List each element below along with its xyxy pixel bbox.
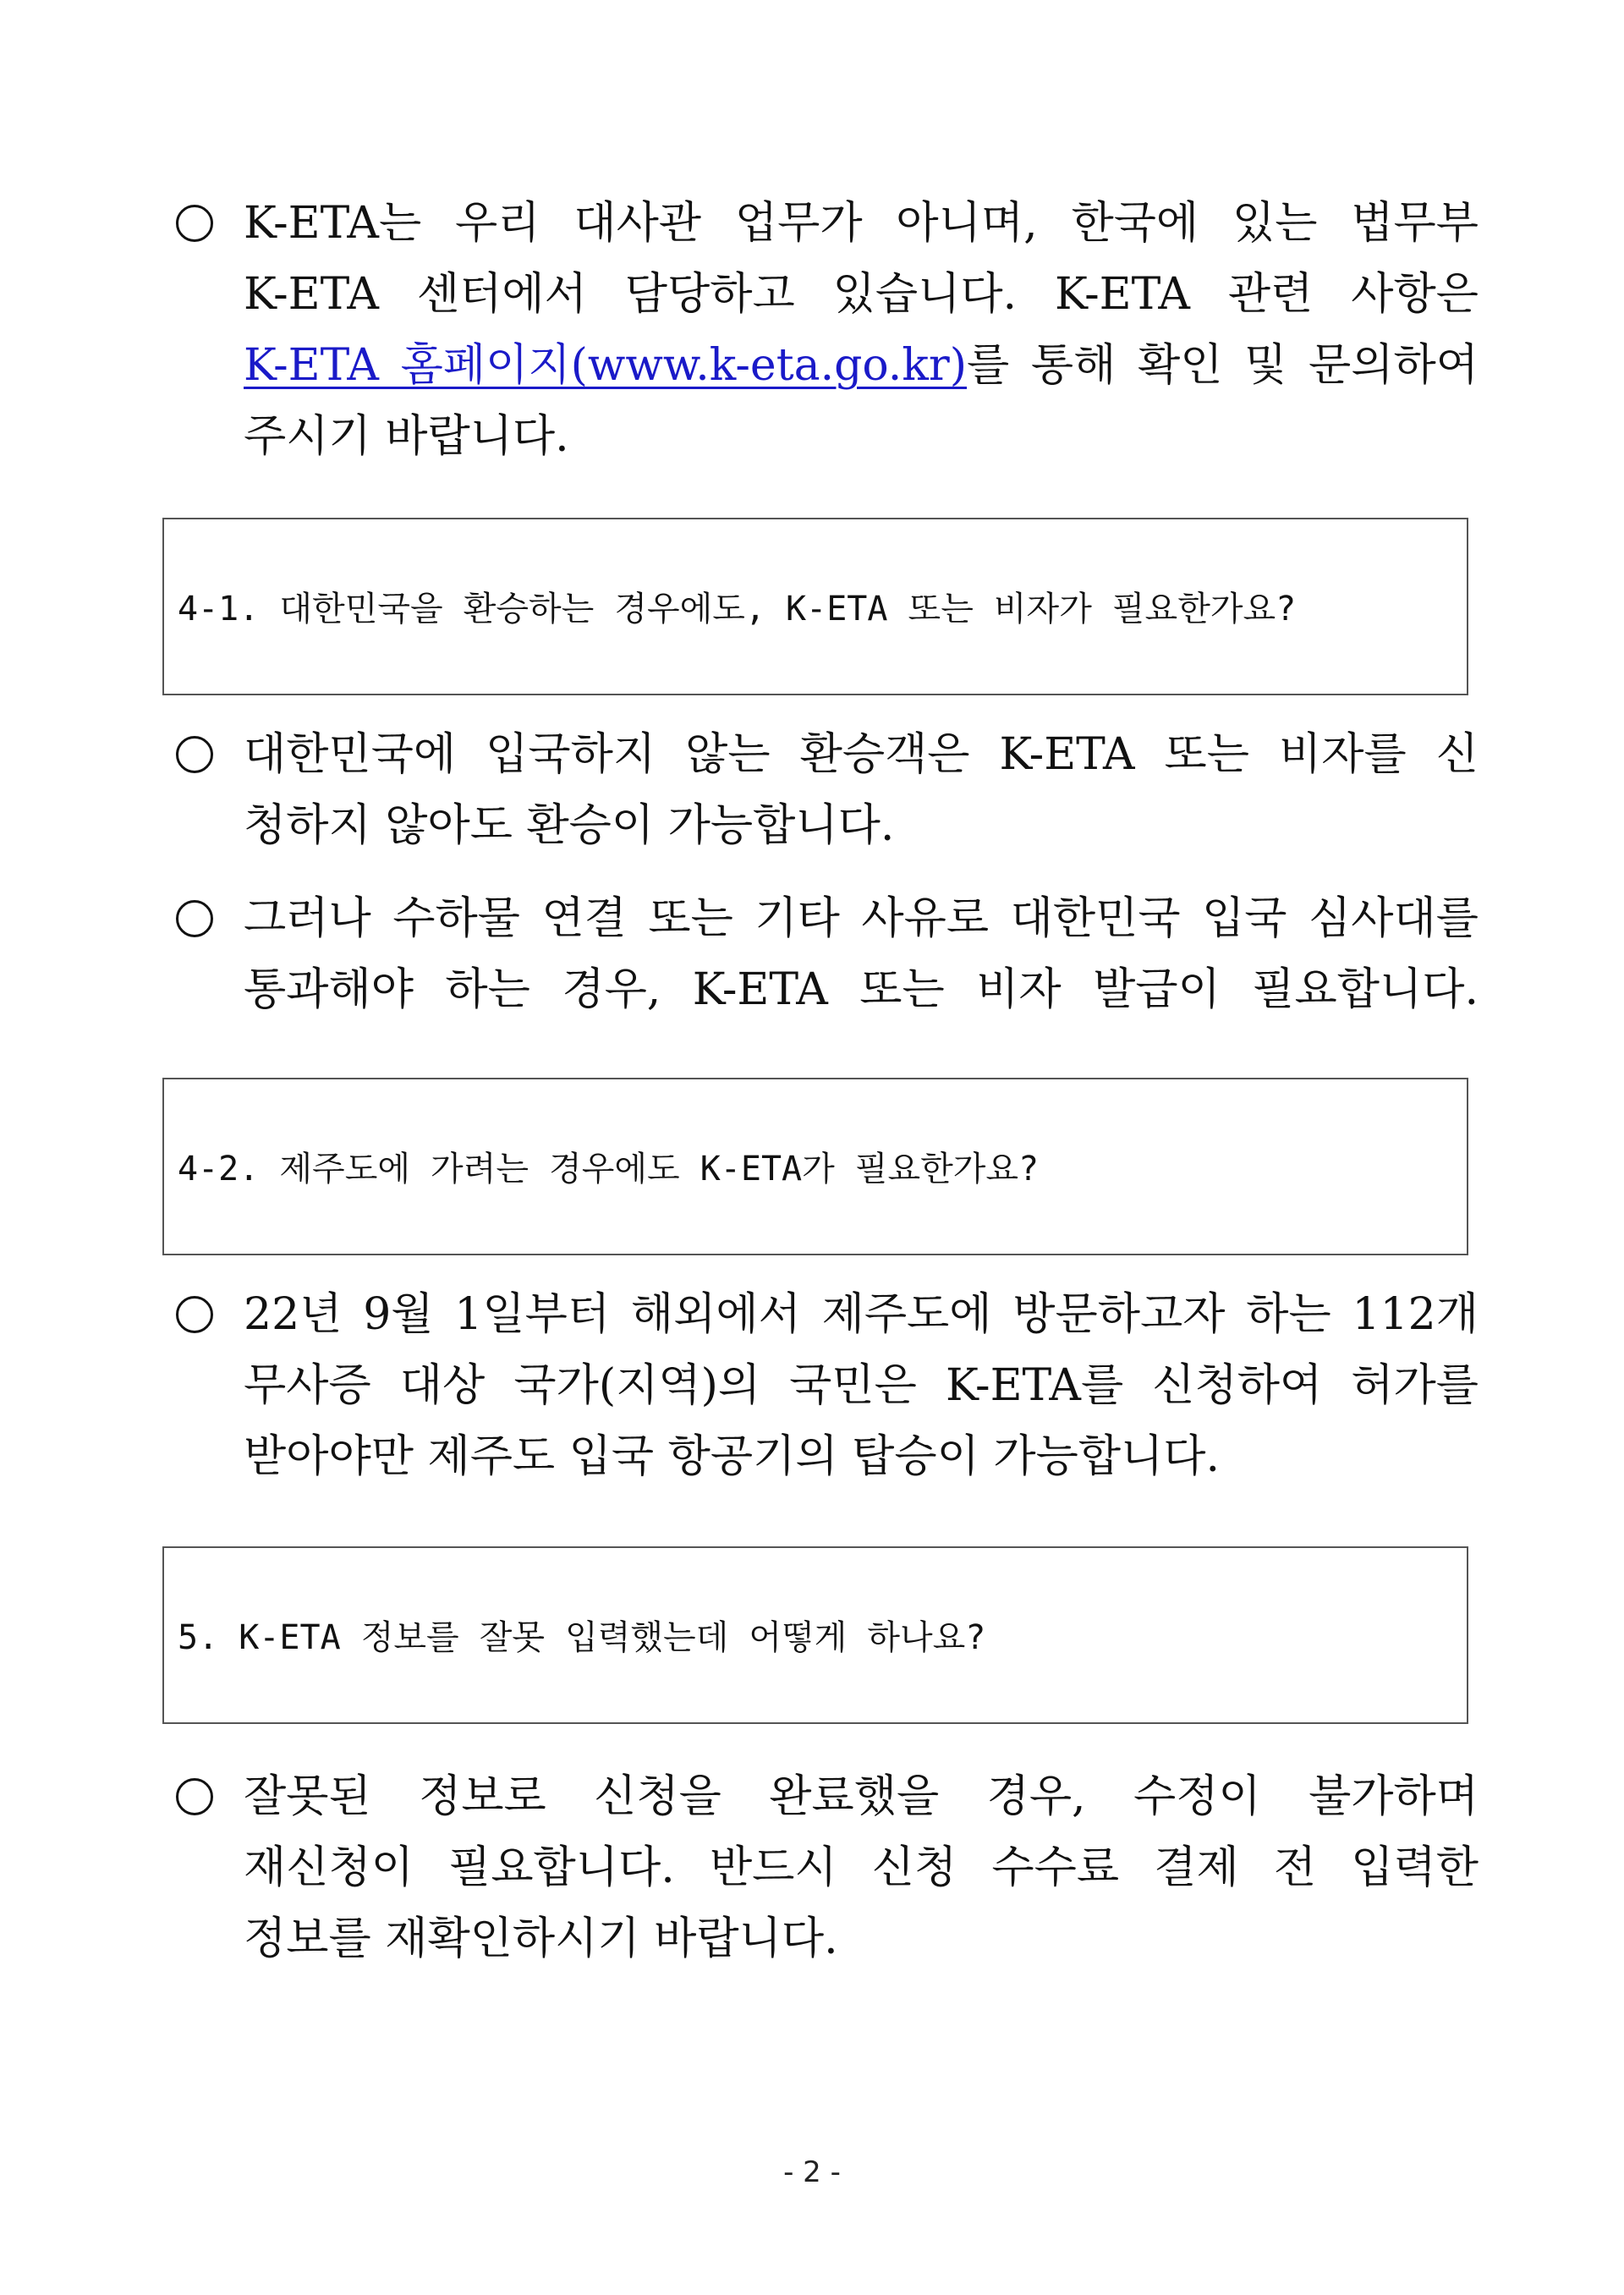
answer-paragraph-3 [176, 883, 1479, 1025]
question-box-4-2 [162, 1078, 1468, 1255]
text-line: 청하지 않아도 환승이 가능합니다. [244, 800, 895, 851]
circle-bullet-icon [176, 1296, 213, 1333]
circle-bullet-icon [176, 1778, 213, 1815]
text-line: 22년 9월 1일부터 해외에서 제주도에 방문하고자 하는 112개 [244, 1289, 1479, 1340]
answer-paragraph-1 [176, 188, 1479, 475]
text-line: 주시기 바랍니다. [244, 411, 569, 462]
question-text: 4-1. 대한민국을 환승하는 경우에도, K-ETA 또는 비자가 필요한가요? [178, 590, 1297, 629]
text-line: K-ETA는 우리 대사관 업무가 아니며, 한국에 있는 법무부 [244, 198, 1479, 249]
text-line: 무사증 대상 국가(지역)의 국민은 K-ETA를 신청하여 허가를 [244, 1360, 1479, 1411]
text-line: 대한민국에 입국하지 않는 환승객은 K-ETA 또는 비자를 신 [244, 729, 1479, 780]
circle-bullet-icon [176, 736, 213, 773]
k-eta-homepage-link[interactable]: K-ETA 홈페이지(www.k-eta.go.kr) [244, 340, 967, 391]
page-number: - 2 - [783, 2155, 841, 2189]
answer-paragraph-4 [176, 1279, 1479, 1492]
text-fragment: 를 통해 확인 및 문의하여 [967, 340, 1479, 391]
answer-paragraph-2 [176, 719, 1479, 861]
question-text: 4-2. 제주도에 가려는 경우에도 K-ETA가 필요한가요? [178, 1150, 1040, 1189]
text-line: 재신청이 필요합니다. 반드시 신청 수수료 결제 전 입력한 [244, 1842, 1479, 1893]
text-line: 그러나 수하물 연결 또는 기타 사유로 대한민국 입국 심사대를 [244, 893, 1479, 944]
text-line-with-link [244, 330, 1479, 401]
text-line: 잘못된 정보로 신청을 완료했을 경우, 수정이 불가하며 [244, 1771, 1479, 1822]
question-box-5 [162, 1546, 1468, 1724]
text-line: 정보를 재확인하시기 바랍니다. [244, 1913, 838, 1964]
circle-bullet-icon [176, 205, 213, 242]
text-line: K-ETA 센터에서 담당하고 있습니다. K-ETA 관련 사항은 [244, 269, 1479, 320]
question-box-4-1 [162, 518, 1468, 695]
question-text: 5. K-ETA 정보를 잘못 입력했는데 어떻게 하나요? [178, 1618, 986, 1657]
text-line: 통과해야 하는 경우, K-ETA 또는 비자 발급이 필요합니다. [244, 964, 1479, 1015]
text-line: 받아야만 제주도 입국 항공기의 탑승이 가능합니다. [244, 1431, 1221, 1482]
answer-paragraph-5 [176, 1761, 1479, 1974]
circle-bullet-icon [176, 900, 213, 937]
